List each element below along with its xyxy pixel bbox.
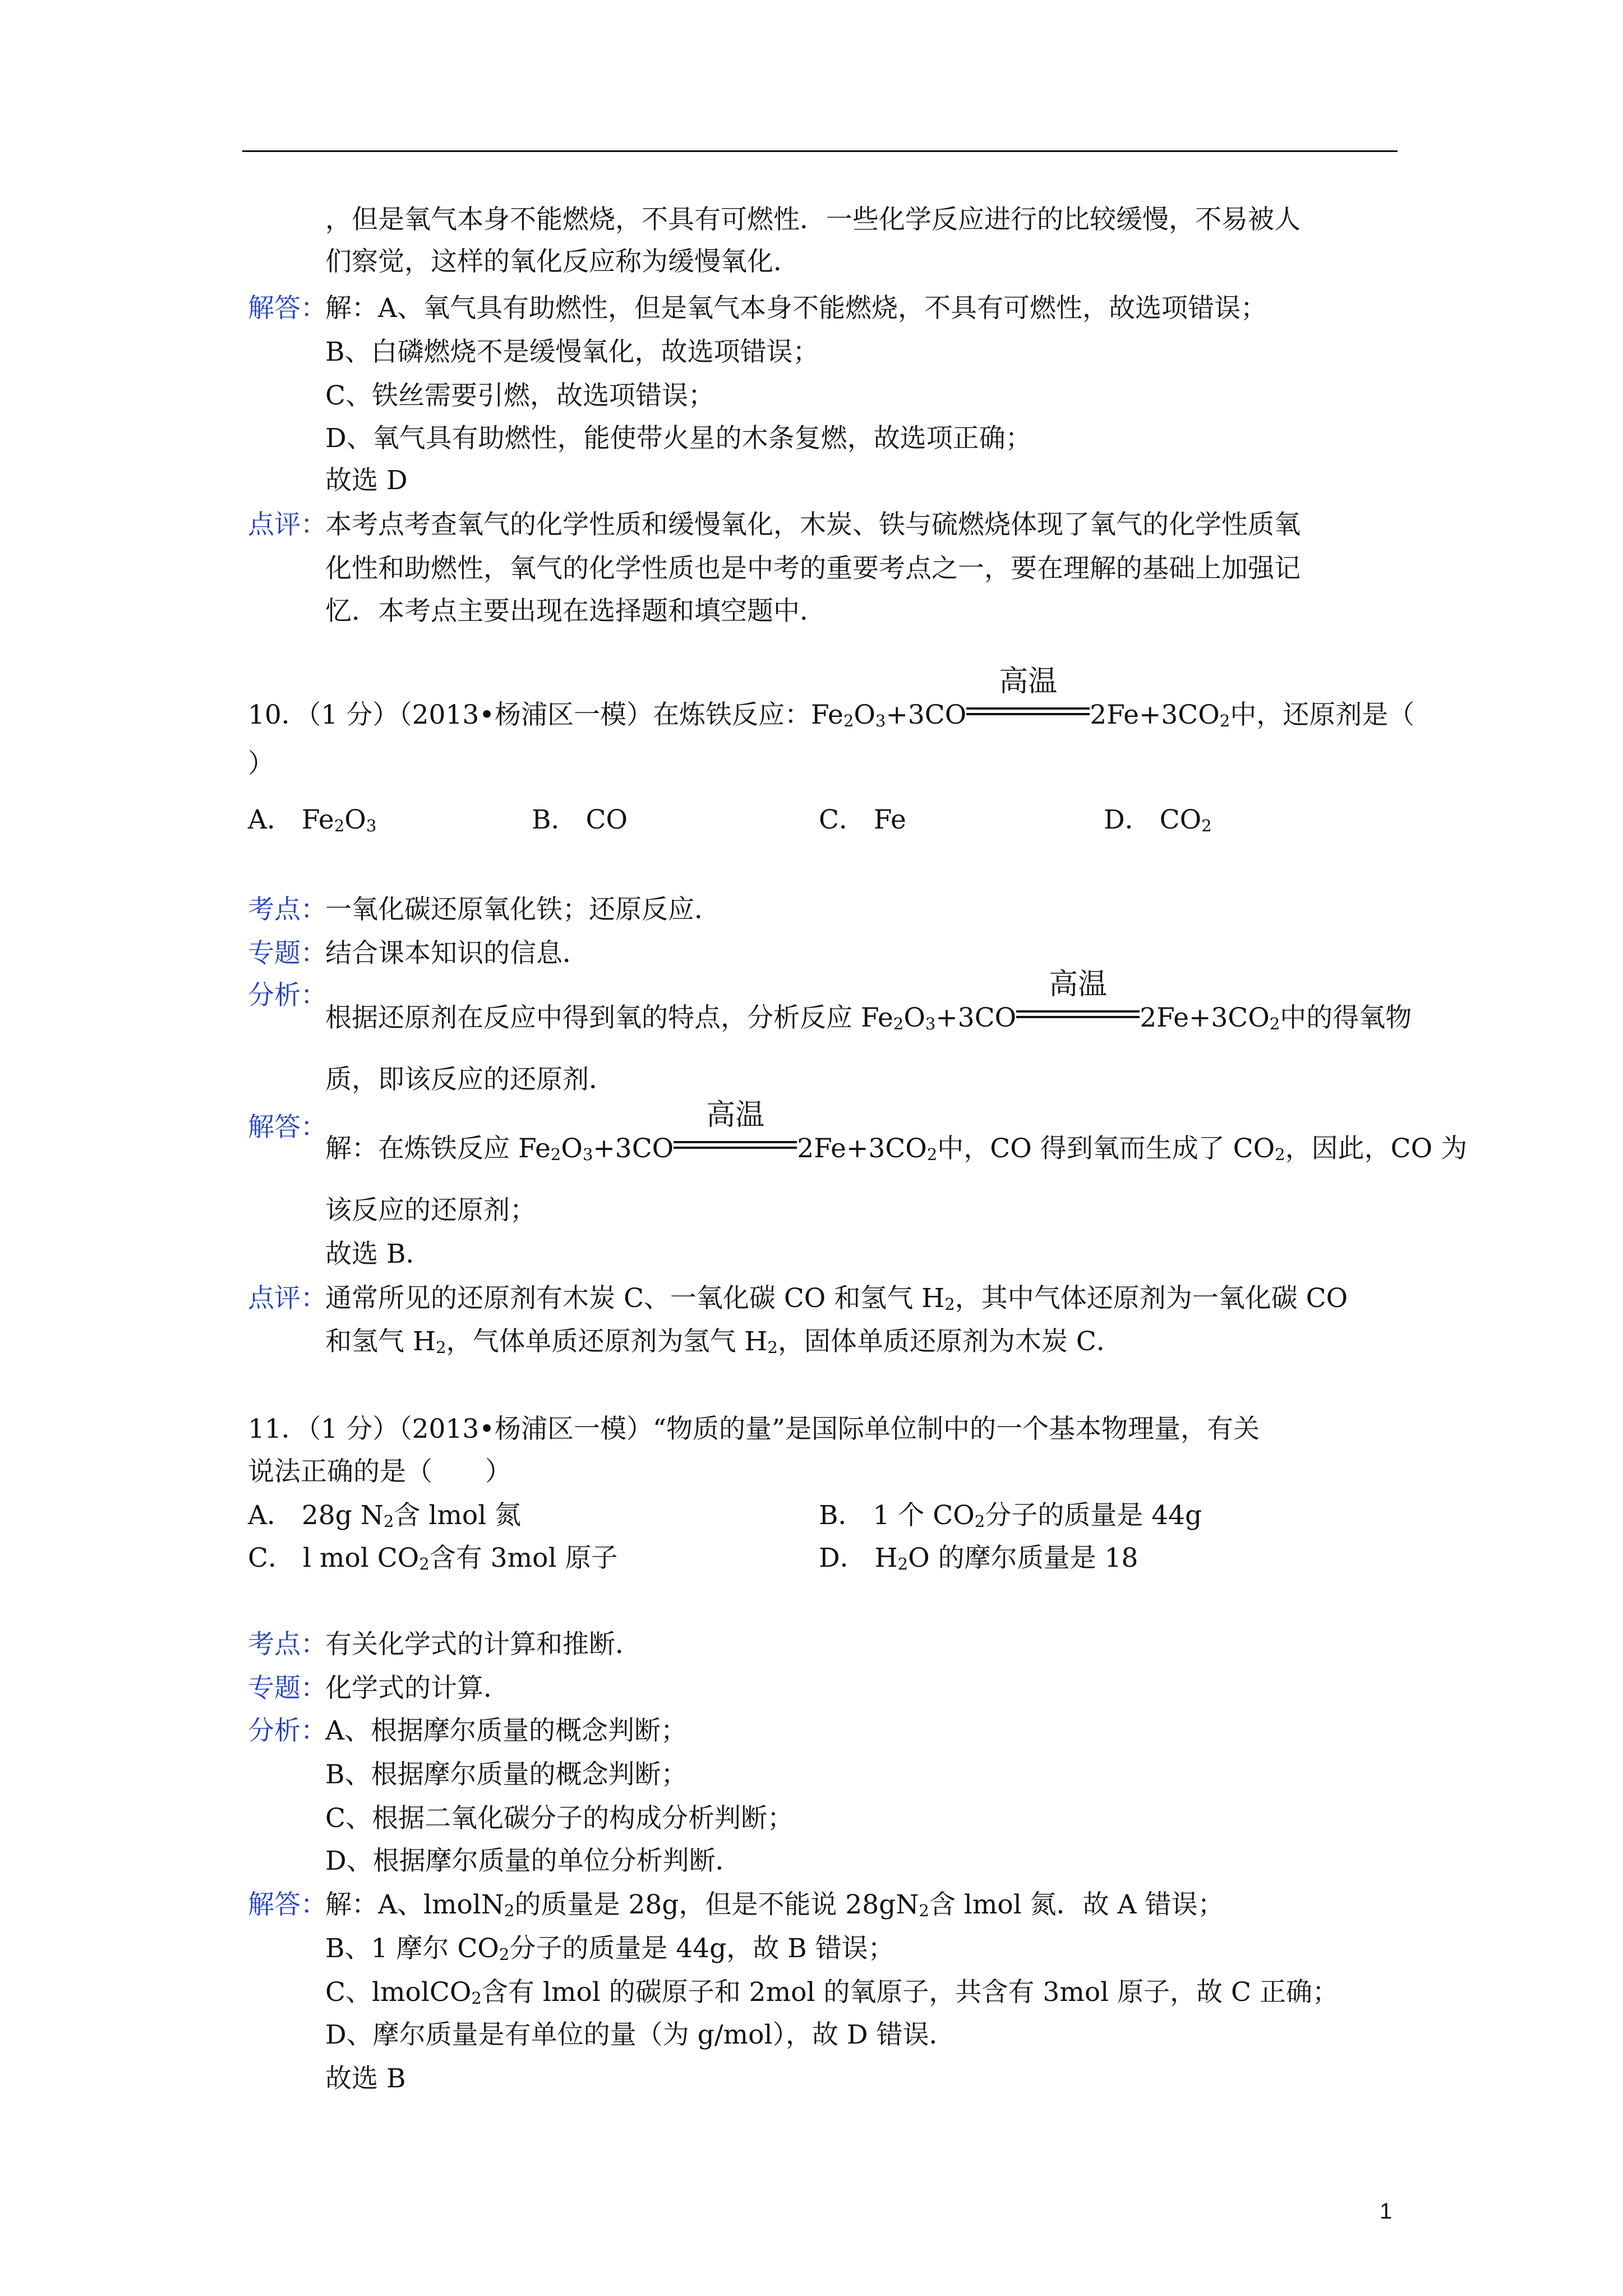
q11-fenxi-line: D、根据摩尔质量的单位分析判断．: [325, 1846, 742, 1876]
q10-dianping-label: 点评：: [248, 1283, 327, 1314]
q10-zhuanti-label: 专题：: [248, 938, 327, 969]
q11-fenxi-label: 分析：: [248, 1715, 327, 1746]
q10-fenxi-label: 分析：: [248, 980, 327, 1011]
q9-answer-label: 解答：: [248, 293, 327, 324]
q9-text-line: 们察觉，这样的氧化反应称为缓慢氧化．: [325, 246, 800, 277]
q10-fenxi-line2: 质，即该反应的还原剂．: [325, 1064, 615, 1095]
page-number: 1: [1380, 2199, 1393, 2224]
q10-dianping-line2: 和氢气 $H_2$，气体单质还原剂为氢气 $H_2$，固体单质还原剂为木炭 C．: [325, 1326, 1123, 1358]
q9-answer-line: D、氧气具有助燃性，能使带火星的木条复燃，故选项正确；: [325, 423, 1032, 454]
q10-jieda-line2: 该反应的还原剂；: [325, 1195, 536, 1226]
q9-comment-line: 化性和助燃性，氧气的化学性质也是中考的重要考点之一，要在理解的基础上加强记: [325, 553, 1301, 584]
header-rule: [242, 150, 1398, 152]
q11-option-c: C． l mol $CO_2$含有 3mol 原子: [248, 1543, 618, 1574]
q11-jieda-b: B、1 摩尔 $CO_2$分子的质量是 44g，故 B 错误；: [325, 1933, 895, 1964]
q11-option-b: B． 1 个 $CO_2$分子的质量是 44g: [819, 1500, 1202, 1531]
q10-jieda-label: 解答：: [248, 1112, 327, 1143]
q10-jieda: 解：在炼铁反应 $Fe_2O_3+3CO$ 高温 $2Fe+3CO_2$中，CO 得到氧而生成了 $CO_2$，因此，CO 为: [325, 1132, 1467, 1171]
q10-dianping-line1: 通常所见的还原剂有木炭 C、一氧化碳 CO 和氢气 $H_2$，其中气体还原剂为一氧化碳 CO: [325, 1283, 1348, 1314]
q9-answer-line: C、铁丝需要引燃，故选项错误；: [325, 380, 714, 411]
reaction-condition-arrow: 高温: [674, 1132, 797, 1166]
q11-jieda-d: D、摩尔质量是有单位的量（为 g/mol），故 D 错误．: [325, 2019, 956, 2050]
q9-answer-line: B、白磷燃烧不是缓慢氧化，故选项错误；: [325, 337, 819, 367]
q9-comment-line: 忆．本考点主要出现在选择题和填空题中．: [325, 596, 826, 627]
q10-stem-line2: ）: [248, 748, 274, 779]
q9-text-line: ，但是氧气本身不能燃烧，不具有可燃性．一些化学反应进行的比较缓慢，不易被人: [325, 204, 1301, 235]
q10-option-c: C． Fe: [819, 804, 906, 835]
q10-option-d: D． $CO_2$: [1104, 804, 1212, 836]
q11-fenxi-line: C、根据二氧化碳分子的构成分析判断；: [325, 1803, 794, 1834]
q11-fenxi-line: A、根据摩尔质量的概念判断；: [325, 1715, 687, 1746]
q10-stem: 10．（1 分）（2013•杨浦区一模）在炼铁反应：$Fe_2O_3+3CO$ 高温 $2Fe+3CO_2$中，还原剂是（: [248, 698, 1414, 738]
q11-zhuanti: 化学式的计算．: [325, 1673, 510, 1704]
q11-jieda-c: C、lmolCO$_2$含有 lmol 的碳原子和 2mol 的氧原子，共含有 3mol 原子，故 C 正确；: [325, 1977, 1339, 2008]
q11-kaodian: 有关化学式的计算和推断．: [325, 1629, 642, 1660]
q11-kaodian-label: 考点：: [248, 1629, 327, 1660]
q10-option-b: B． CO: [532, 804, 628, 835]
q11-stem-line1: 11．（1 分）（2013•杨浦区一模）“物质的量”是国际单位制中的一个基本物理量，有关: [248, 1414, 1260, 1444]
q10-zhuanti: 结合课本知识的信息．: [325, 938, 589, 969]
q9-comment-line: 本考点考查氧气的化学性质和缓慢氧化，木炭、铁与硫燃烧体现了氧气的化学性质氧: [325, 509, 1301, 540]
q11-option-d: D． $H_2O$ 的摩尔质量是 18: [819, 1543, 1138, 1574]
q10-option-a: A． $Fe_2O_3$: [248, 804, 377, 836]
reaction-condition-arrow: 高温: [966, 698, 1090, 732]
q10-jieda-line3: 故选 B．: [325, 1239, 432, 1269]
reaction-condition-arrow: 高温: [1016, 1001, 1140, 1035]
q11-jieda-a: 解：A、lmolN$_2$的质量是 28g，但是不能说 $28gN_2$含 lmol 氮．故 A 错误；: [325, 1889, 1224, 1921]
q9-answer-line: 故选 D: [325, 465, 408, 496]
q11-stem-line2: 说法正确的是（ ）: [248, 1456, 511, 1487]
q9-answer-line: 解：A、氧气具有助燃性，但是氧气本身不能燃烧，不具有可燃性，故选项错误；: [325, 293, 1267, 324]
q11-jieda-end: 故选 B: [325, 2063, 406, 2094]
q11-jieda-label: 解答：: [248, 1889, 327, 1920]
q10-kaodian: 一氧化碳还原氧化铁；还原反应．: [325, 894, 721, 925]
q10-kaodian-label: 考点：: [248, 894, 327, 925]
q11-fenxi-line: B、根据摩尔质量的概念判断；: [325, 1759, 688, 1790]
q11-option-a: A． 28g $N_2$含 lmol 氮: [248, 1500, 522, 1531]
q9-comment-label: 点评：: [248, 509, 327, 540]
q10-fenxi: 根据还原剂在反应中得到氧的特点，分析反应 $Fe_2O_3+3CO$ 高温 $2Fe+3CO_2$中的得氧物: [325, 1001, 1412, 1041]
q11-zhuanti-label: 专题：: [248, 1673, 327, 1704]
